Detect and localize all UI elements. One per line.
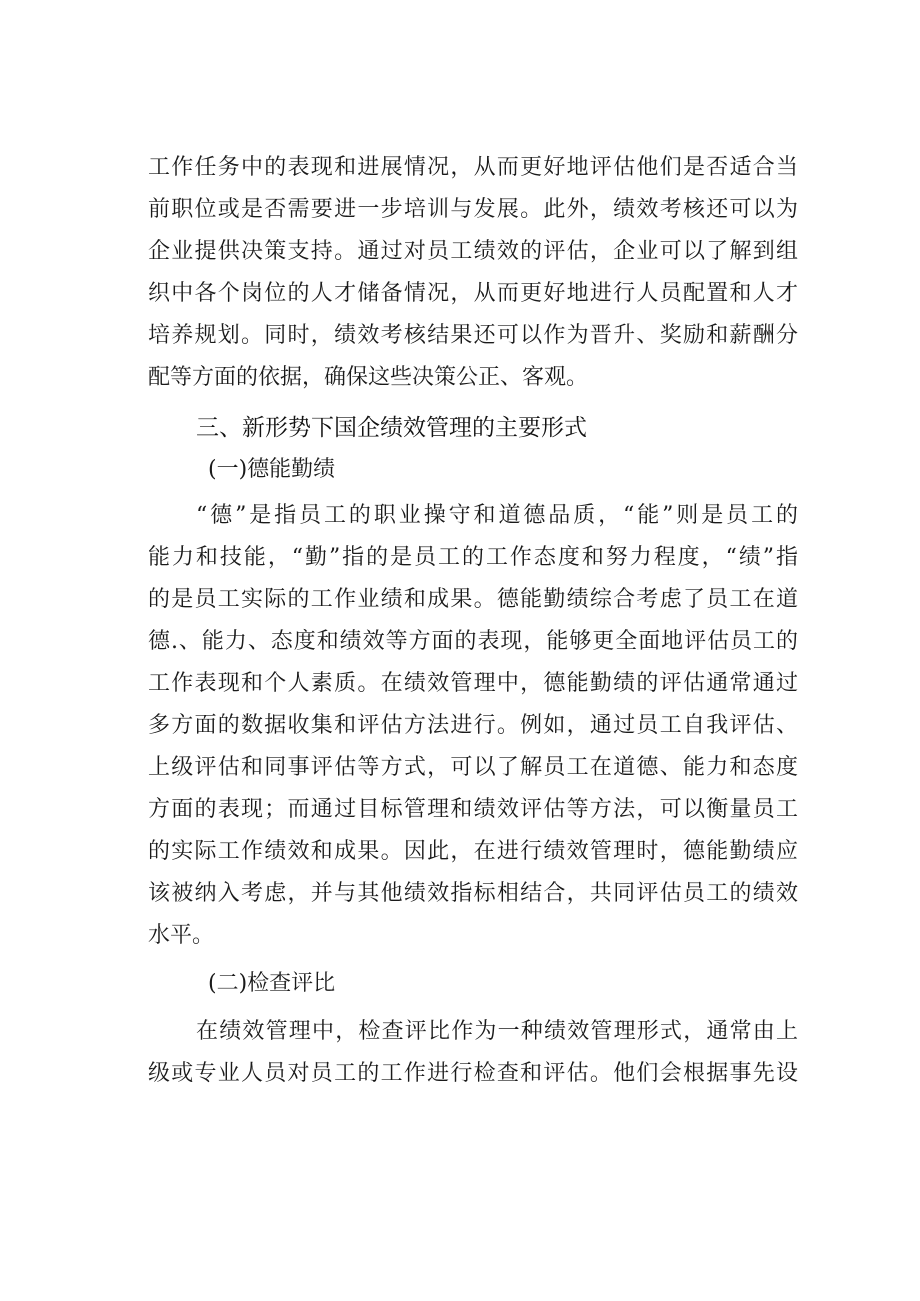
text-line: 级或专业人员对员工的工作进行检查和评估。他们会根据事先设 (148, 1061, 798, 1086)
text-line: 工作表现和个人素质。在绩效管理中，德能勤绩的评估通常通过 (148, 671, 798, 696)
text-line: 德.、能力、态度和绩效等方面的表现，能够更全面地评估员工的 (148, 629, 798, 654)
subsection-heading: (二)检查评比 (208, 971, 336, 996)
text-line: 上级评估和同事评估等方式，可以了解员工在道德、能力和态度 (148, 755, 798, 780)
text-line: 前职位或是否需要进一步培训与发展。此外，绩效考核还可以为 (148, 197, 798, 222)
text-line: 该被纳入考虑，并与其他绩效指标相结合，共同评估员工的绩效 (148, 881, 798, 906)
text-line: 培养规划。同时，绩效考核结果还可以作为晋升、奖励和薪酬分 (148, 323, 798, 348)
text-line: “德”是指员工的职业操守和道德品质，“能”则是员工的 (196, 503, 798, 528)
text-line: 工作任务中的表现和进展情况，从而更好地评估他们是否适合当 (148, 155, 798, 180)
text-line: 在绩效管理中，检查评比作为一种绩效管理形式，通常由上 (196, 1019, 798, 1044)
text-line: 水平。 (148, 923, 215, 948)
text-line: 企业提供决策支持。通过对员工绩效的评估，企业可以了解到组 (148, 239, 798, 264)
text-line: 的是员工实际的工作业绩和成果。德能勤绩综合考虑了员工在道 (148, 587, 798, 612)
text-line: 能力和技能，“勤”指的是员工的工作态度和努力程度，“绩”指 (148, 545, 798, 570)
text-line: 织中各个岗位的人才储备情况，从而更好地进行人员配置和人才 (148, 281, 798, 306)
text-line: 方面的表现；而通过目标管理和绩效评估等方法，可以衡量员工 (148, 797, 798, 822)
section-heading: 三、新形势下国企绩效管理的主要形式 (196, 415, 587, 441)
text-line: 多方面的数据收集和评估方法进行。例如，通过员工自我评估、 (148, 713, 798, 738)
text-line: 配等方面的依据，确保这些决策公正、客观。 (148, 365, 589, 390)
subsection-heading: (一)德能勤绩 (208, 457, 336, 482)
text-line: 的实际工作绩效和成果。因此，在进行绩效管理时，德能勤绩应 (148, 839, 798, 864)
